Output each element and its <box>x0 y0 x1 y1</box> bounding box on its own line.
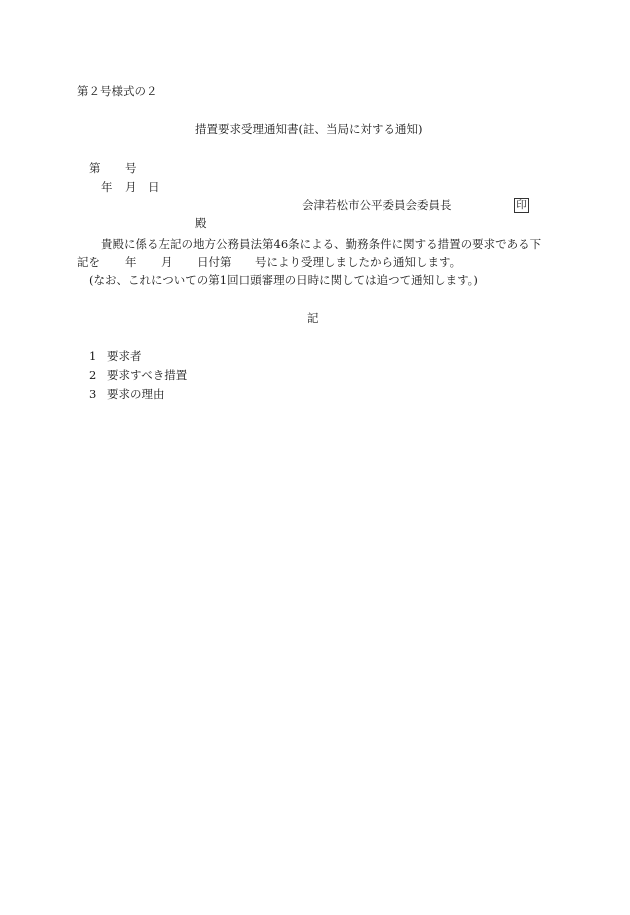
list-item-number: 3 <box>89 387 97 401</box>
date-day: 日 <box>148 180 160 194</box>
list-item-number: 2 <box>89 368 97 382</box>
body-line-3: (なお、これについての第1回口頭審理の日時に関しては追つて通知します。) <box>89 273 478 287</box>
list-item-text: 要求すべき措置 <box>107 368 188 382</box>
ki-heading: 記 <box>307 311 319 325</box>
body-line-2-month: 月 <box>161 255 173 269</box>
body-line-1: 貴殿に係る左記の地方公務員法第46条による、勤務条件に関する措置の要求である下 <box>101 237 542 251</box>
seal-mark: 印 <box>514 198 529 213</box>
issuer-name: 会津若松市公平委員会委員長 <box>302 198 452 212</box>
addressee-honorific: 殿 <box>195 216 207 230</box>
document-title: 措置要求受理通知書(註、当局に対する通知) <box>195 122 423 136</box>
number-prefix: 第 <box>89 161 101 175</box>
list-item-text: 要求者 <box>107 349 142 363</box>
list-item-text: 要求の理由 <box>107 387 165 401</box>
date-month: 月 <box>125 180 137 194</box>
body-line-2-part-1: 記を <box>77 255 100 269</box>
list-item-number: 1 <box>89 349 97 363</box>
body-line-2-year: 年 <box>125 255 137 269</box>
form-number: 第２号様式の２ <box>77 84 158 98</box>
body-line-2-day-no: 日付第 <box>197 255 232 269</box>
body-line-2-tail: 号により受理しましたから通知します。 <box>255 255 462 269</box>
date-year: 年 <box>101 180 113 194</box>
number-suffix: 号 <box>125 161 137 175</box>
